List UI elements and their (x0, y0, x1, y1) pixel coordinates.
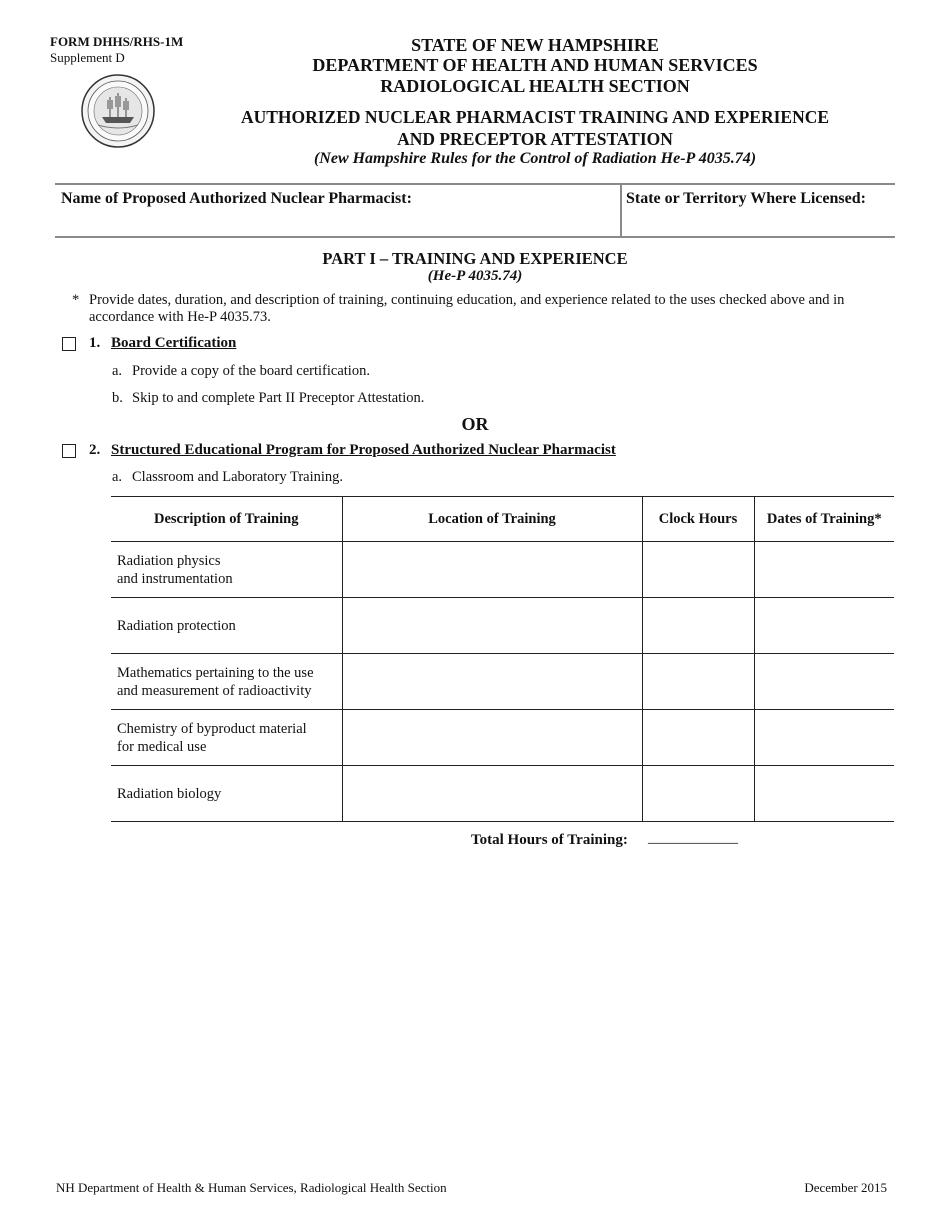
table-row (111, 654, 894, 710)
description-line: and measurement of radioactivity (117, 682, 312, 699)
description-line: Radiation physics (117, 552, 221, 569)
clock-hours-cell[interactable] (642, 766, 754, 822)
form-subtitle: (New Hampshire Rules for the Control of Radiation He-P 4035.74) (313, 150, 757, 167)
col-clock-hours-header: Clock Hours (642, 497, 754, 542)
form-number: FORM DHHS/RHS-1M (50, 34, 184, 49)
supplement-label: Supplement D (50, 50, 125, 65)
location-cell[interactable] (342, 542, 642, 598)
description-line: Chemistry of byproduct material (117, 720, 307, 737)
col-dates-header: Dates of Training* (754, 497, 894, 542)
description-line: Mathematics pertaining to the use (117, 664, 314, 681)
table-row (111, 766, 894, 822)
training-table (111, 496, 894, 822)
name-field-label: Name of Proposed Authorized Nuclear Pharmacist: (61, 190, 412, 207)
field-bottom-rule (55, 236, 895, 238)
header-department: DEPARTMENT OF HEALTH AND HUMAN SERVICES (312, 55, 758, 75)
header-state: STATE OF NEW HAMPSHIRE (411, 35, 659, 55)
or-separator: OR (461, 414, 489, 434)
note-asterisk: * (72, 292, 80, 308)
description-line: Radiation protection (117, 617, 236, 634)
form-title-line2: AND PRECEPTOR ATTESTATION (397, 129, 673, 149)
dates-cell[interactable] (754, 598, 894, 654)
training-table-header (111, 497, 894, 542)
item1-sub-a: Provide a copy of the board certification. (132, 363, 370, 379)
header-section: RADIOLOGICAL HEALTH SECTION (380, 76, 690, 96)
item1-sub-b-marker: b. (112, 390, 123, 406)
description-line: and instrumentation (117, 570, 233, 587)
table-row (111, 542, 894, 598)
location-cell[interactable] (342, 710, 642, 766)
item1-sub-a-marker: a. (112, 363, 123, 379)
clock-hours-cell[interactable] (642, 542, 754, 598)
location-cell[interactable] (342, 654, 642, 710)
form-title-line1: AUTHORIZED NUCLEAR PHARMACIST TRAINING AND EXPERIENCE (240, 107, 830, 127)
item2-sub-a: Classroom and Laboratory Training. (132, 469, 344, 485)
state-field-label: State or Territory Where Licensed: (626, 190, 866, 207)
state-seal-icon (80, 73, 156, 149)
description-line: Radiation biology (117, 785, 222, 802)
dates-cell[interactable] (754, 710, 894, 766)
item1-number: 1. (89, 335, 101, 351)
training-description-cell (111, 542, 342, 598)
dates-cell[interactable] (754, 766, 894, 822)
clock-hours-cell[interactable] (642, 598, 754, 654)
item2-heading: Structured Educational Program for Proposed Authorized Nuclear Pharmacist (111, 442, 616, 458)
dates-cell[interactable] (754, 542, 894, 598)
note-text: Provide dates, duration, and description of training, continuing education, and experience related to the uses checked above and in accordance with He-P 4035.73. (89, 292, 845, 325)
name-field[interactable] (57, 212, 617, 234)
training-description-cell (111, 766, 342, 822)
description-line: for medical use (117, 738, 207, 755)
total-hours-label: Total Hours of Training: (471, 832, 628, 848)
field-top-rule (55, 183, 895, 185)
clock-hours-cell[interactable] (642, 710, 754, 766)
training-description-cell (111, 654, 342, 710)
footer-organization: NH Department of Health & Human Services, Radiological Health Section (56, 1180, 447, 1195)
state-field[interactable] (624, 212, 892, 234)
table-row (111, 710, 894, 766)
part1-reference: (He-P 4035.74) (427, 268, 523, 284)
table-row (111, 598, 894, 654)
part1-title: PART I – TRAINING AND EXPERIENCE (322, 249, 628, 268)
col-location-header: Location of Training (342, 497, 642, 542)
clock-hours-cell[interactable] (642, 654, 754, 710)
item1-heading: Board Certification (111, 335, 237, 351)
field-divider (620, 184, 622, 237)
col-description-header: Description of Training (111, 497, 342, 542)
location-cell[interactable] (342, 766, 642, 822)
dates-cell[interactable] (754, 654, 894, 710)
location-cell[interactable] (342, 598, 642, 654)
board-certification-checkbox[interactable] (62, 337, 76, 351)
structured-program-checkbox[interactable] (62, 444, 76, 458)
item2-sub-a-marker: a. (112, 469, 123, 485)
footer-date: December 2015 (804, 1180, 887, 1195)
training-description-cell (111, 710, 342, 766)
item1-sub-b: Skip to and complete Part II Preceptor Attestation. (132, 390, 425, 406)
total-hours-field[interactable]: ____________ (648, 830, 738, 846)
item2-number: 2. (89, 442, 101, 458)
training-description-cell (111, 598, 342, 654)
